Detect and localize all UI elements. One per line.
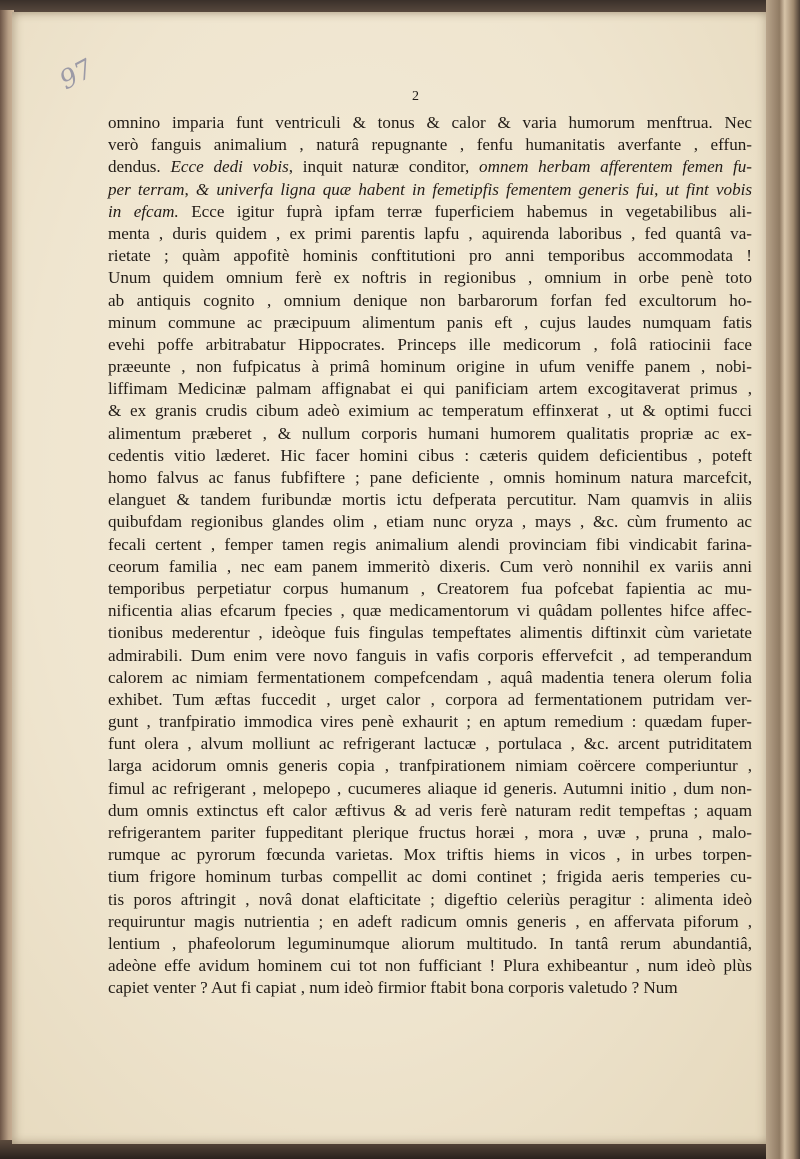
text-line [108,267,752,289]
text-run: adeòne effe avidum hominem cui tot non fufficiant ! Plura exhibeantur , num ideò plùs [108,956,752,976]
text-line [108,822,752,844]
text-run: calorem ac nimiam fermentationem compefcendam , aquâ madentia tenera olerum folia [108,667,752,687]
text-line [108,556,752,578]
text-line [108,578,752,600]
text-run: capiet venter ? Aut fi capiat , num ideò firmior ftabit bona corporis valetudo ? Num [108,978,678,998]
text-run: & ex granis crudis cibum adeò eximium ac temperatum effinxerat , ut & optimi fucci [108,401,752,421]
text-line [108,356,752,378]
italic-quotation: ut fint vobis [665,179,753,199]
text-run: cedentis vitio læderet. Hic facer homini cibus : cæteris quidem deficientibus , poteft [108,445,752,465]
text-line [108,112,752,134]
italic-quotation: & univerfa ligna quæ habent in femetipfis fementem generis fui [195,179,655,199]
italic-quotation: Ecce dedi vobis [170,157,289,177]
text-line [108,778,752,800]
text-line [108,201,752,223]
text-line [108,179,752,201]
text-line [108,645,752,667]
text-run: Unum quidem omnium ferè ex noftris in regionibus , omnium in orbe penè toto [108,268,752,288]
text-line [108,844,752,866]
text-line [108,312,752,334]
text-run: ceorum familia , nec eam panem immeritò dixeris. Cum verò nonnihil ex variis anni [108,556,752,576]
text-run: funt olera , alvum molliunt ac refrigerant lactucæ , portulaca , &c. arcent putriditatem [108,734,752,754]
text-run: tionibus mederentur , ideòque fuis fingulas tempeftates alimentis diftinxit cùm varietate [108,623,752,643]
text-line [108,423,752,445]
text-run: lentium , phafeolorum leguminumque aliorum multitudo. In tantâ rerum abundantiâ, [108,933,752,953]
text-run: admirabili. Dum enim vere novo fanguis in vafis corporis effervefcit , ad temperandum [108,645,752,665]
text-run: temporibus perpetiatur corpus humanum , Creatorem fua pofcebat fapientia ac mu- [108,578,752,598]
text-line [108,378,752,400]
text-line [108,800,752,822]
text-line [108,755,752,777]
text-run: , inquit naturæ conditor, [288,157,480,177]
text-line [108,223,752,245]
text-run: exhibet. Tum æftas fuccedit , urget calor , corpora ad fermentationem putridam ver- [108,689,752,709]
text-line [108,933,752,955]
text-line [108,622,752,644]
text-run: tis poros aftringit , novâ donat elafticitate ; digeftio celeriùs peragitur : alimenta ideò [108,889,752,909]
text-line [108,156,752,178]
text-line [108,955,752,977]
text-run: omnino imparia funt ventriculi & tonus & calor & varia humorum menftrua. Nec [108,113,752,132]
text-run: quibufdam regionibus glandes olim , etiam nunc oryza , mays , &c. cùm frumento ac [108,512,752,532]
page-number: 2 [412,89,419,104]
text-line [108,689,752,711]
text-line [108,889,752,911]
text-line [108,489,752,511]
text-run: gunt , tranfpiratio immodica vires penè exhaurit ; en aptum remedium : quædam fuper- [108,712,752,732]
handwritten-margin-note: 97 [54,53,99,97]
italic-quotation: omnem herbam afferentem femen fu- [479,157,752,177]
text-line [108,467,752,489]
text-run: tium frigore hominum turbas compellit ac domi continet ; frigida aeris temperies cu- [108,867,752,887]
body-text [108,112,752,1000]
text-run: elanguet & tandem furibundæ mortis ictu defperata percutitur. Nam quamvis in aliis [108,490,752,510]
text-line [108,290,752,312]
text-run: homo falvus ac fanus fubfiftere ; pane deficiente , omnis hominum natura marcefcit, [108,468,752,487]
italic-quotation: in efcam. [108,201,179,221]
book-page-stack-edge [766,0,800,1159]
text-line [108,977,752,999]
text-line [108,245,752,267]
text-line [108,866,752,888]
text-run: alimentum præberet , & nullum corporis humani humorem qualitatis propriæ ac ex- [108,423,752,443]
text-line [108,445,752,467]
text-run: liffimam Medicinæ palmam affignabat ei qui panificiam artem excogitaverat primus , [108,379,752,399]
text-run: fecali certent , femper tamen regis animalium alendi provinciam fibi vindicabit farina- [108,534,752,554]
text-line [108,511,752,533]
text-line [108,134,752,156]
text-line [108,733,752,755]
text-run: præeunte , non fufpicatus à primâ hominum origine in ufum veniffe panem , nobi- [108,357,752,377]
text-run: evehi poffe arbitrabatur Hippocrates. Princeps ille medicorum , folâ ratiocinii face [108,334,752,354]
text-run: fimul ac refrigerant , melopepo , cucumeres aliaque id generis. Autumni initio , dum non- [108,778,752,798]
text-line [108,600,752,622]
text-run: menta , duris quidem , ex primi parentis lapfu , aquirenda laboribus , fed quantâ va- [108,223,752,243]
text-line [108,334,752,356]
text-run: refrigerantem pariter fuppeditant plerique fructus horæi , mora , uvæ , pruna , malo- [108,823,752,842]
text-run: ab antiquis cognito , omnium denique non barbarorum forfan fed excultorum ho- [108,290,752,310]
text-run: rietate ; quàm appofitè hominis conftitutioni pro anni temporibus accommodata ! [108,246,752,266]
text-run: verò fanguis animalium , naturâ repugnante , fenfu humanitatis averfante , effun- [108,135,752,155]
text-line [108,534,752,556]
text-run: minum commune ac præcipuum alimentum panis eft , cujus laudes numquam fatis [108,312,752,332]
text-line [108,667,752,689]
text-run: Ecce igitur fuprà ipfam terræ fuperficiem habemus in vegetabilibus ali- [178,201,752,221]
text-run: , [654,179,666,199]
text-line [108,711,752,733]
text-run: requiruntur magis nutrientia ; en adeft radicum omnis generis , en affervata piforum , [108,911,752,931]
text-run: dendus. [108,157,171,177]
italic-quotation: per terram [108,179,185,199]
text-run: , [184,179,196,199]
text-line [108,911,752,933]
text-run: larga acidorum omnis generis copia , tranfpirationem nimiam coërcere comperiuntur , [108,756,752,776]
text-line [108,400,752,422]
text-run: dum omnis extinctus eft calor æftivus & ad veris ferè naturam redit tempeftas ; aquam [108,800,752,820]
text-run: nificentia alias efcarum fpecies , quæ medicamentorum vi quâdam pollentes hifce affec- [108,601,752,621]
text-run: rumque ac pyrorum fœcunda varietas. Mox triftis hiems in vicos , in urbes torpen- [108,845,752,865]
